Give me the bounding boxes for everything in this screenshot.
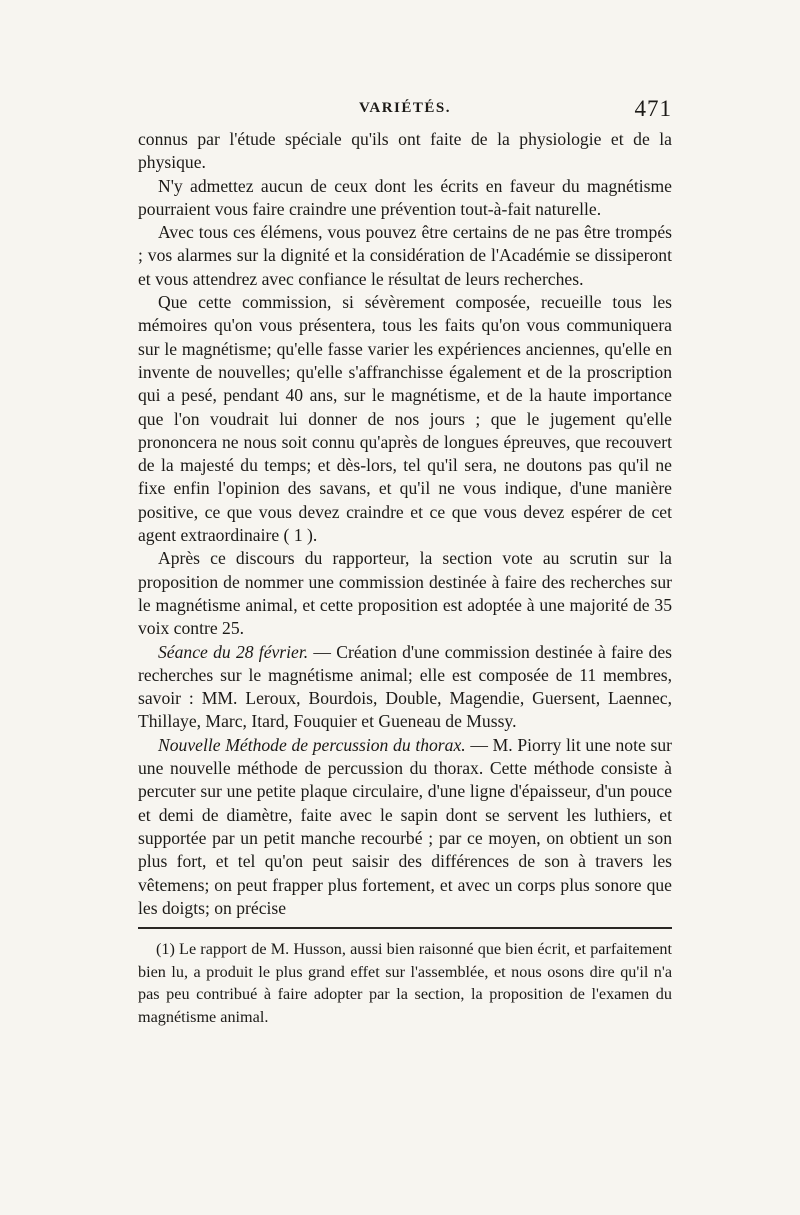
- running-title: VARIÉTÉS.: [358, 100, 451, 116]
- methode-text: — M. Piorry lit une note sur une nouvelle méthode de percussion du thorax. Cette méthode consiste à percuter sur une petite plaque circulaire, d'une ligne d'épaisseur, d'un pouce et demi de diamètre, faite avec le sapin dont se servent les luthiers, et supportée par un petit manche recourbé ; par ce moyen, on obtient un son plus fort, et tel qu'on peut saisir des différences de son à travers les vêtemens; on peut frapper plus fortement, et avec un corps plus sonore que les doigts; on précise: [138, 734, 672, 918]
- page-number: 471: [634, 96, 672, 121]
- paragraph: Que cette commission, si sévèrement composée, recueille tous les mémoires qu'on vous présentera, tous les faits qu'on vous communiquera sur le magnétisme; qu'elle fasse varier les expériences anciennes, qu'elle en invente de nouvelles; qu'elle s'affranchisse également et de la proscription qui a pesé, pendant 40 ans, sur le magnétisme, et de la haute importance que l'on voudrait lui donner de nos jours ; que le jugement qu'elle prononcera ne nous soit connu qu'après de longues épreuves, que recouvert de la majesté du temps; et dès-lors, tel qu'il sera, ne doutons pas qu'il ne fixe enfin l'opinion des savans, et qu'il ne vous indique, d'une manière positive, ce que vous devez craindre et ce que vous devez espérer de cet agent extraordinaire ( 1 ).: [138, 292, 672, 546]
- paragraph: connus par l'étude spéciale qu'ils ont faite de la physiologie et de la physique.: [138, 129, 672, 173]
- paragraph: Avec tous ces élémens, vous pouvez être certains de ne pas être trompés ; vos alarmes sur la dignité et la considération de l'Académie se dissiperont et vous attendrez avec confiance le résultat de leurs recherches.: [138, 222, 672, 289]
- methode-title: Nouvelle Méthode de percussion du thorax.: [158, 734, 466, 755]
- main-text: [138, 128, 672, 920]
- methode-paragraph: [138, 734, 672, 920]
- footnote: [138, 938, 672, 1028]
- footnote-text: (1) Le rapport de M. Husson, aussi bien raisonné que bien écrit, et parfaitement bien lu, a produit le plus grand effet sur l'assemblée, et nous osons dire qu'il n'a pas peu contribué à faire adopter par la section, la proposition de l'examen du magnétisme animal.: [138, 940, 672, 1026]
- page-header: [138, 96, 672, 130]
- seance-date: Séance du 28 février.: [158, 641, 309, 662]
- paragraph: Après ce discours du rapporteur, la section vote au scrutin sur la proposition de nommer une commission destinée à faire des recherches sur le magnétisme animal, et cette proposition est adoptée à une majorité de 35 voix contre 25.: [138, 548, 672, 639]
- seance-text: — Création d'une commission destinée à faire des recherches sur le magnétisme animal; elle est composée de 11 membres, savoir : MM. Leroux, Bourdois, Double, Magendie, Guersent, Laennec, Thillaye, Marc, Itard, Fouquier et Gueneau de Mussy.: [138, 641, 672, 732]
- seance-paragraph: [138, 641, 672, 734]
- paragraph: N'y admettez aucun de ceux dont les écrits en faveur du magnétisme pourraient vous faire craindre une prévention tout-à-fait naturelle.: [138, 175, 672, 219]
- footnote-rule: [138, 927, 672, 929]
